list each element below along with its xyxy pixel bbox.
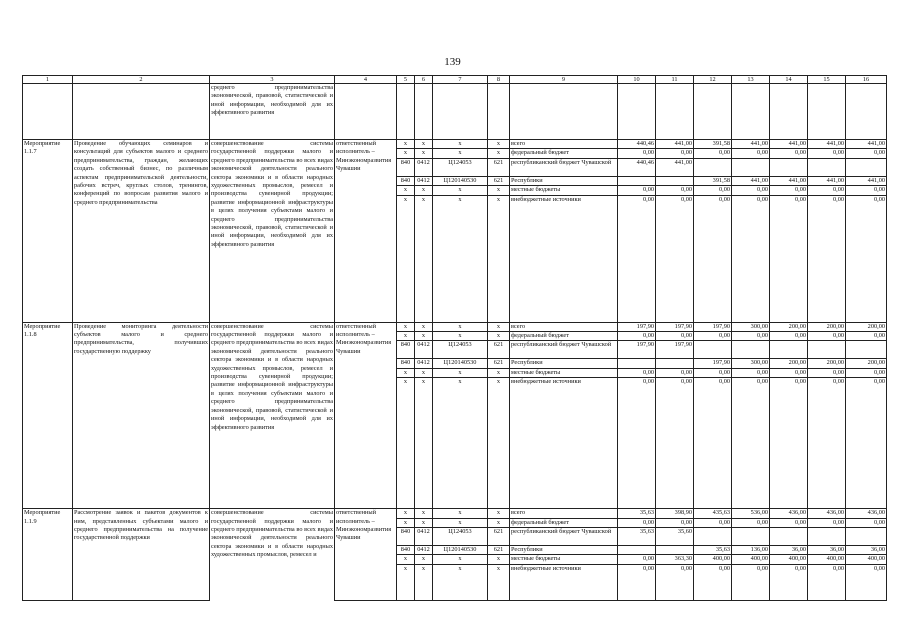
code-cell: 0412: [415, 359, 433, 368]
amount-cell: 391,58: [694, 140, 732, 149]
amount-cell: 197,90: [694, 359, 732, 368]
amount-cell: [656, 359, 694, 368]
amount-cell: 0,00: [694, 368, 732, 377]
funding-source: местные бюджеты: [510, 555, 618, 564]
column-number: 3: [210, 76, 335, 84]
funding-source: внебюджетные источники: [510, 564, 618, 600]
code-cell: 0412: [415, 341, 433, 359]
amount-cell: [656, 546, 694, 555]
code-cell: x: [415, 378, 433, 509]
amount-cell: 400,00: [732, 555, 770, 564]
amount-cell: 0,00: [656, 368, 694, 377]
amount-cell: 0,00: [808, 332, 846, 341]
amount-cell: 0,00: [694, 195, 732, 322]
amount-cell: 536,00: [732, 509, 770, 518]
code-cell: 840: [397, 546, 415, 555]
code-cell: x: [397, 509, 415, 518]
column-number: 2: [73, 76, 210, 84]
code-cell: 840: [397, 158, 415, 176]
code-cell: x: [433, 186, 488, 195]
amount-cell: 197,90: [656, 341, 694, 359]
funding-source: Республики: [510, 546, 618, 555]
code-cell: 840: [397, 176, 415, 185]
amount-cell: 441,00: [656, 140, 694, 149]
amount-cell: 0,00: [656, 186, 694, 195]
code-cell: x: [488, 195, 510, 322]
code-cell: x: [433, 322, 488, 331]
amount-cell: 0,00: [732, 378, 770, 509]
amount-cell: 436,00: [770, 509, 808, 518]
amount-cell: 0,00: [694, 518, 732, 527]
amount-cell: 0,00: [770, 368, 808, 377]
amount-cell: 441,00: [732, 140, 770, 149]
amount-cell: [618, 359, 656, 368]
amount-cell: 0,00: [656, 332, 694, 341]
amount-cell: 400,00: [808, 555, 846, 564]
amount-cell: 363,30: [656, 555, 694, 564]
code-cell: x: [433, 368, 488, 377]
amount-cell: 36,00: [808, 546, 846, 555]
column-number: 13: [732, 76, 770, 84]
continuation-row: [23, 84, 887, 140]
event-id: Мероприятие 1.1.9: [23, 509, 73, 601]
amount-cell: 0,00: [618, 149, 656, 158]
amount-cell: 0,00: [770, 518, 808, 527]
amount-cell: [732, 341, 770, 359]
table-row: [23, 322, 887, 331]
amount-cell: 441,00: [808, 140, 846, 149]
amount-cell: 0,00: [618, 186, 656, 195]
table-row: [23, 140, 887, 149]
amount-cell: 200,00: [770, 322, 808, 331]
code-cell: 0412: [415, 528, 433, 546]
amount-cell: 0,00: [808, 368, 846, 377]
amount-cell: 436,00: [846, 509, 887, 518]
code-cell: x: [397, 140, 415, 149]
code-cell: x: [415, 186, 433, 195]
amount-cell: 0,00: [770, 332, 808, 341]
amount-cell: [732, 528, 770, 546]
column-number: 12: [694, 76, 732, 84]
event-responsible: ответственный исполнитель – Минэкономразвития Чувашии: [335, 509, 397, 601]
code-cell: x: [488, 378, 510, 509]
code-cell: x: [415, 140, 433, 149]
column-number: 5: [397, 76, 415, 84]
code-cell: 621: [488, 176, 510, 185]
amount-cell: 0,00: [770, 195, 808, 322]
amount-cell: [770, 528, 808, 546]
amount-cell: 0,00: [770, 186, 808, 195]
amount-cell: 0,00: [808, 378, 846, 509]
amount-cell: [618, 546, 656, 555]
column-number: 14: [770, 76, 808, 84]
event-goals: совершенствование системы государственной поддержки малого и среднего предпринимательства во всех видах экономической деятельности реального сектора экономики и в области народных художественных промыслов, ремесел и производства сувенирной продукции; развитие информационной инфраструктуры в целях получения субъектами малого и среднего предпринимательства экономической, правовой, статистической и иной информации, необходимой для их эффективного развития: [210, 322, 335, 509]
goals-continuation: среднего предпринимательства экономической, правовой, статистической и иной информации, необходимой для их эффективного развития: [210, 84, 335, 140]
amount-cell: 400,00: [770, 555, 808, 564]
amount-cell: 200,00: [846, 322, 887, 331]
column-number: 9: [510, 76, 618, 84]
code-cell: Ц124053: [433, 158, 488, 176]
event-name: Проведение мониторинга деятельности субъектов малого и среднего предпринимательства, получивших государственную поддержку: [73, 322, 210, 509]
code-cell: x: [433, 518, 488, 527]
code-cell: 621: [488, 546, 510, 555]
amount-cell: 35,63: [694, 546, 732, 555]
column-number: 15: [808, 76, 846, 84]
code-cell: x: [397, 195, 415, 322]
amount-cell: 200,00: [846, 359, 887, 368]
amount-cell: 0,00: [694, 186, 732, 195]
code-cell: x: [415, 564, 433, 600]
code-cell: x: [415, 322, 433, 331]
amount-cell: 441,00: [846, 176, 887, 185]
column-number: 7: [433, 76, 488, 84]
empty-cell: [335, 84, 397, 140]
funding-source: Республики: [510, 359, 618, 368]
code-cell: x: [397, 378, 415, 509]
column-number: 6: [415, 76, 433, 84]
code-cell: x: [433, 140, 488, 149]
amount-cell: 0,00: [732, 564, 770, 600]
code-cell: x: [488, 509, 510, 518]
code-cell: x: [433, 378, 488, 509]
amount-cell: 0,00: [618, 368, 656, 377]
code-cell: x: [397, 564, 415, 600]
amount-cell: 441,00: [770, 140, 808, 149]
amount-cell: 0,00: [618, 564, 656, 600]
funding-source: республиканский бюджет Чувашской: [510, 158, 618, 176]
code-cell: x: [488, 332, 510, 341]
code-cell: x: [397, 518, 415, 527]
event-goals: совершенствование системы государственной поддержки малого и среднего предпринимательства во всех видах экономической деятельности реального сектора экономики и в области народных художественных промыслов, ремесел и производства сувенирной продукции; развитие информационной инфраструктуры в целях получения субъектами малого и среднего предпринимательства экономической, правовой, статистической и иной информации, необходимой для их эффективного развития: [210, 140, 335, 323]
amount-cell: 441,00: [846, 140, 887, 149]
amount-cell: [808, 158, 846, 176]
amount-cell: 0,00: [618, 378, 656, 509]
amount-cell: 436,00: [808, 509, 846, 518]
funding-source: всего: [510, 509, 618, 518]
code-cell: x: [397, 332, 415, 341]
amount-cell: 435,63: [694, 509, 732, 518]
funding-source: федеральный бюджет: [510, 149, 618, 158]
code-cell: 0412: [415, 176, 433, 185]
code-cell: 621: [488, 359, 510, 368]
amount-cell: 300,00: [732, 322, 770, 331]
code-cell: x: [397, 555, 415, 564]
column-number: 8: [488, 76, 510, 84]
event-name: Проведение обучающих семинаров и консультаций для субъектов малого и среднего предпринимательства, граждан, желающих создать собственный бизнес, по различным аспектам предпринимательской деятельности, рабочих встреч, круглых столов, тренингов, конференций по вопросам развития малого и среднего предпринимательства: [73, 140, 210, 323]
amount-cell: 0,00: [656, 378, 694, 509]
page-number: 139: [444, 56, 461, 68]
column-number: 16: [846, 76, 887, 84]
amount-cell: 0,00: [732, 518, 770, 527]
amount-cell: 0,00: [808, 518, 846, 527]
column-number: 4: [335, 76, 397, 84]
code-cell: x: [488, 368, 510, 377]
amount-cell: [846, 528, 887, 546]
code-cell: 621: [488, 528, 510, 546]
code-cell: x: [415, 332, 433, 341]
code-cell: x: [433, 149, 488, 158]
code-cell: x: [433, 564, 488, 600]
amount-cell: 200,00: [808, 322, 846, 331]
amount-cell: 200,00: [770, 359, 808, 368]
amount-cell: 400,00: [694, 555, 732, 564]
amount-cell: 0,00: [656, 518, 694, 527]
funding-source: федеральный бюджет: [510, 518, 618, 527]
amount-cell: 200,00: [808, 359, 846, 368]
amount-cell: 441,00: [808, 176, 846, 185]
amount-cell: 35,63: [618, 509, 656, 518]
code-cell: x: [488, 555, 510, 564]
amount-cell: 391,58: [694, 176, 732, 185]
code-cell: x: [415, 195, 433, 322]
code-cell: x: [488, 564, 510, 600]
amount-cell: 197,90: [694, 322, 732, 331]
funding-source: внебюджетные источники: [510, 195, 618, 322]
amount-cell: 36,00: [846, 546, 887, 555]
empty-cell: [23, 84, 73, 140]
code-cell: x: [488, 140, 510, 149]
amount-cell: [694, 158, 732, 176]
code-cell: Ц120140530: [433, 176, 488, 185]
amount-cell: 136,00: [732, 546, 770, 555]
code-cell: x: [397, 322, 415, 331]
amount-cell: 0,00: [618, 518, 656, 527]
code-cell: x: [488, 322, 510, 331]
amount-cell: 197,90: [618, 341, 656, 359]
event-responsible: ответственный исполнитель – Минэкономразвития Чувашии: [335, 140, 397, 323]
amount-cell: [694, 341, 732, 359]
event-responsible: ответственный исполнитель – Минэкономразвития Чувашии: [335, 322, 397, 509]
amount-cell: [808, 528, 846, 546]
amount-cell: [846, 341, 887, 359]
amount-cell: 197,90: [656, 322, 694, 331]
code-cell: Ц120140530: [433, 546, 488, 555]
amount-cell: 0,00: [732, 368, 770, 377]
amount-cell: [732, 158, 770, 176]
code-cell: x: [415, 555, 433, 564]
code-cell: Ц124053: [433, 341, 488, 359]
amount-cell: 0,00: [846, 378, 887, 509]
funding-source: местные бюджеты: [510, 186, 618, 195]
column-number: 1: [23, 76, 73, 84]
amount-cell: 0,00: [846, 149, 887, 158]
amount-cell: 0,00: [770, 149, 808, 158]
amount-cell: 197,90: [618, 322, 656, 331]
amount-cell: 0,00: [656, 564, 694, 600]
code-cell: x: [488, 518, 510, 527]
code-cell: 621: [488, 341, 510, 359]
amount-cell: 441,00: [732, 176, 770, 185]
amount-cell: [846, 158, 887, 176]
amount-cell: 0,00: [846, 368, 887, 377]
amount-cell: 0,00: [770, 564, 808, 600]
code-cell: x: [415, 518, 433, 527]
funding-source: республиканский бюджет Чувашской: [510, 528, 618, 546]
amount-cell: 0,00: [846, 195, 887, 322]
funding-source: республиканский бюджет Чувашской: [510, 341, 618, 359]
code-cell: x: [433, 509, 488, 518]
amount-cell: 0,00: [846, 186, 887, 195]
funding-source: федеральный бюджет: [510, 332, 618, 341]
amount-cell: 0,00: [808, 564, 846, 600]
column-number-row: [23, 76, 887, 84]
event-id: Мероприятие 1.1.7: [23, 140, 73, 323]
funding-source: всего: [510, 140, 618, 149]
amount-cell: 0,00: [846, 564, 887, 600]
code-cell: 0412: [415, 158, 433, 176]
amount-cell: 0,00: [808, 149, 846, 158]
funding-source: местные бюджеты: [510, 368, 618, 377]
amount-cell: 0,00: [618, 555, 656, 564]
code-cell: 0412: [415, 546, 433, 555]
code-cell: x: [415, 368, 433, 377]
amount-cell: 0,00: [694, 149, 732, 158]
amount-cell: 36,00: [770, 546, 808, 555]
code-cell: x: [397, 368, 415, 377]
amount-cell: [770, 158, 808, 176]
amount-cell: 0,00: [656, 149, 694, 158]
code-cell: x: [415, 149, 433, 158]
event-id: Мероприятие 1.1.8: [23, 322, 73, 509]
amount-cell: 0,00: [770, 378, 808, 509]
amount-cell: 35,60: [656, 528, 694, 546]
amount-cell: 440,46: [618, 140, 656, 149]
code-cell: Ц124053: [433, 528, 488, 546]
code-cell: x: [397, 186, 415, 195]
amount-cell: 0,00: [618, 195, 656, 322]
code-cell: x: [488, 186, 510, 195]
amount-cell: 0,00: [846, 518, 887, 527]
column-number: 11: [656, 76, 694, 84]
code-cell: x: [433, 332, 488, 341]
amount-cell: 398,90: [656, 509, 694, 518]
code-cell: x: [433, 555, 488, 564]
funding-source: всего: [510, 322, 618, 331]
amount-cell: [770, 341, 808, 359]
event-name: Рассмотрение заявок и пакетов документов к ним, представленных субъектами малого и среднего предпринимательства на получение государственной поддержки: [73, 509, 210, 601]
code-cell: x: [488, 149, 510, 158]
code-cell: x: [433, 195, 488, 322]
funding-source: Республики: [510, 176, 618, 185]
amount-cell: 0,00: [732, 195, 770, 322]
budget-table: [22, 75, 887, 601]
amount-cell: 0,00: [846, 332, 887, 341]
amount-cell: 0,00: [808, 186, 846, 195]
empty-cell: [73, 84, 210, 140]
amount-cell: 300,00: [732, 359, 770, 368]
amount-cell: 0,00: [656, 195, 694, 322]
code-cell: 840: [397, 528, 415, 546]
amount-cell: [694, 528, 732, 546]
amount-cell: 0,00: [808, 195, 846, 322]
amount-cell: 440,46: [618, 158, 656, 176]
amount-cell: 0,00: [732, 186, 770, 195]
code-cell: Ц120140530: [433, 359, 488, 368]
amount-cell: 0,00: [732, 332, 770, 341]
amount-cell: 400,00: [846, 555, 887, 564]
amount-cell: 0,00: [694, 564, 732, 600]
amount-cell: 0,00: [694, 332, 732, 341]
code-cell: 840: [397, 341, 415, 359]
amount-cell: 441,00: [656, 158, 694, 176]
funding-source: внебюджетные источники: [510, 378, 618, 509]
code-cell: x: [415, 509, 433, 518]
code-cell: 621: [488, 158, 510, 176]
amount-cell: [618, 176, 656, 185]
column-number: 10: [618, 76, 656, 84]
code-cell: x: [397, 149, 415, 158]
amount-cell: [656, 176, 694, 185]
amount-cell: 0,00: [694, 378, 732, 509]
amount-cell: 0,00: [732, 149, 770, 158]
amount-cell: 0,00: [618, 332, 656, 341]
table-row: [23, 509, 887, 518]
code-cell: 840: [397, 359, 415, 368]
amount-cell: [808, 341, 846, 359]
event-goals: совершенствование системы государственной поддержки малого и среднего предпринимательства во всех видах экономической деятельности реального сектора экономики и в области народных художественных промыслов, ремесел и: [210, 509, 335, 601]
amount-cell: 35,63: [618, 528, 656, 546]
amount-cell: 441,00: [770, 176, 808, 185]
